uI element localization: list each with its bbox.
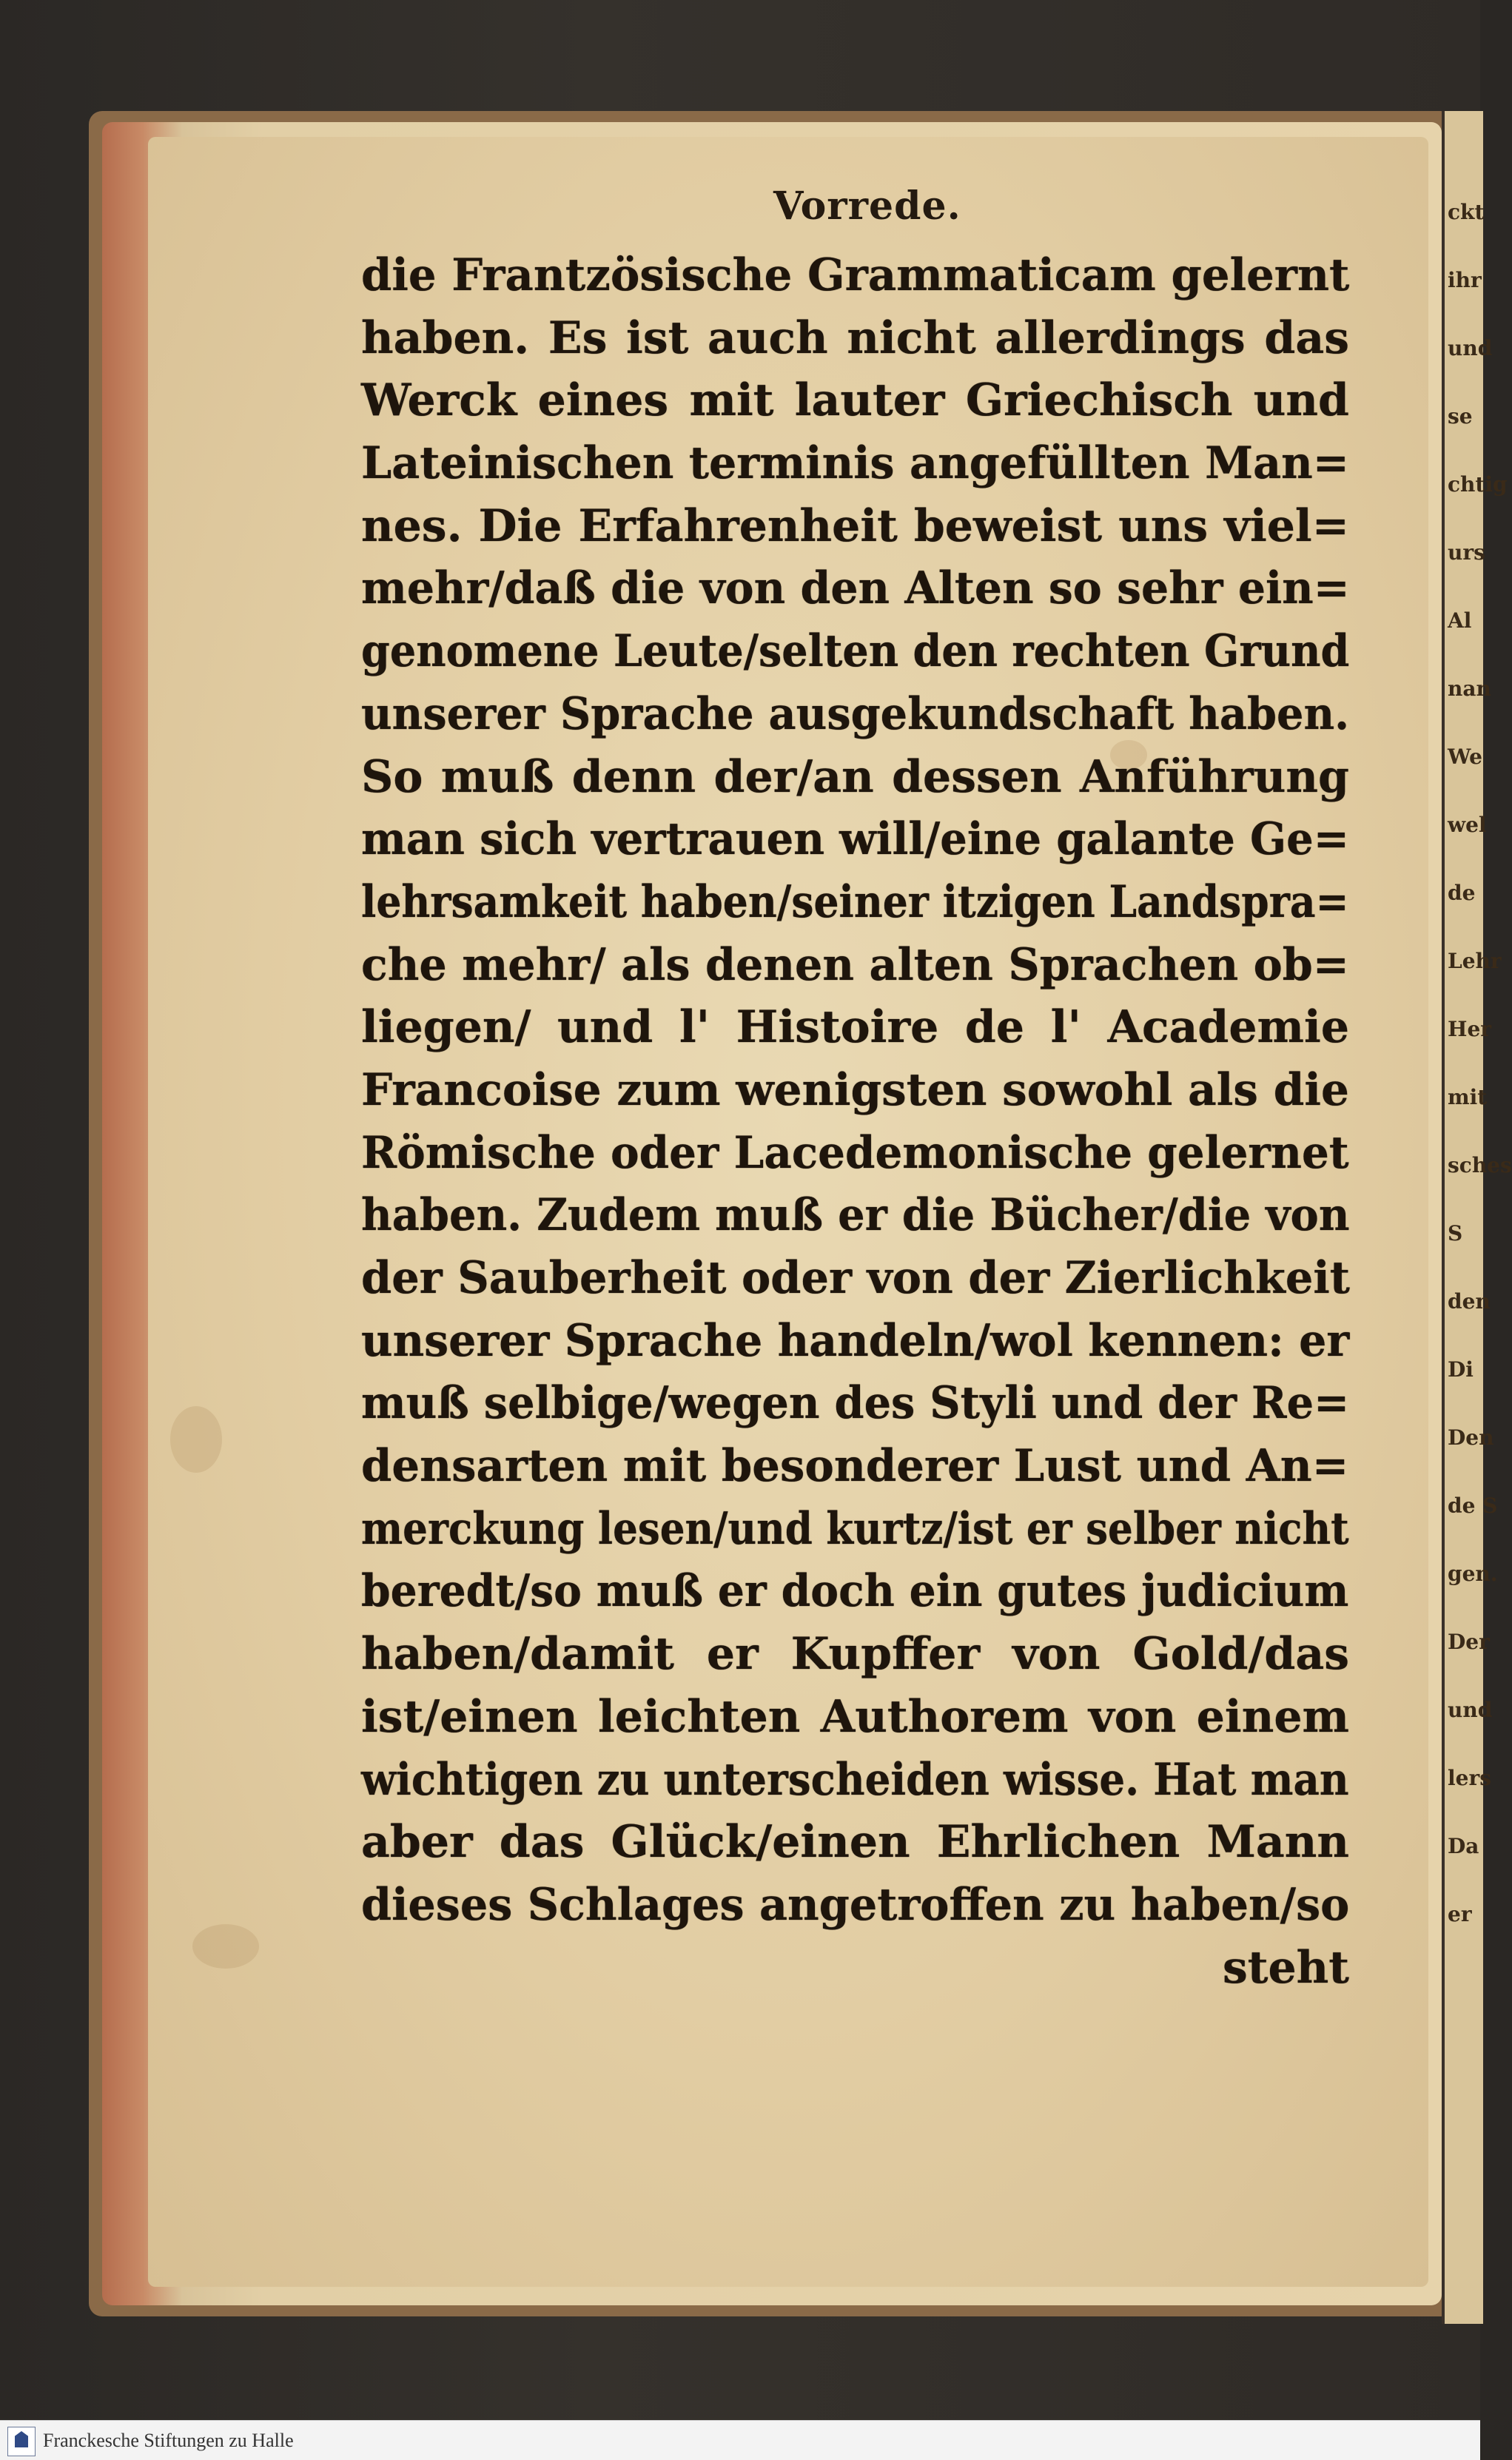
- adjacent-page-fragment: sches: [1448, 1153, 1512, 1177]
- adjacent-page-fragment: Lehr: [1448, 949, 1502, 973]
- text-line: ist/einen leichten Authorem von einem: [361, 1690, 1349, 1743]
- text-line: haben. Zudem muß er die Bücher/die von: [361, 1189, 1350, 1242]
- adjacent-page-fragment: wel: [1448, 813, 1487, 837]
- adjacent-page-fragment: Der: [1448, 1630, 1490, 1654]
- text-line: wichtigen zu unterscheiden wisse. Hat man: [361, 1753, 1349, 1806]
- paper-stain: [170, 1406, 222, 1473]
- text-line: Lateinischen terminis angefüllten Man=: [361, 437, 1349, 490]
- paper-stain: [192, 1924, 259, 1969]
- text-line: aber das Glück/einen Ehrlichen Mann: [361, 1816, 1349, 1869]
- text-line: lehrsamkeit haben/seiner itzigen Landspra=: [361, 876, 1349, 928]
- text-line: nes. Die Erfahrenheit beweist uns viel=: [361, 500, 1349, 552]
- text-line: Francoise zum wenigsten sowohl als die: [361, 1063, 1349, 1116]
- adjacent-page-fragment: den: [1448, 1289, 1491, 1314]
- text-line: genomene Leute/selten den rechten Grund: [361, 625, 1350, 678]
- adjacent-page-fragment: Den: [1448, 1425, 1494, 1450]
- page-text-block: [361, 244, 1349, 1999]
- institution-logo-icon: [7, 2427, 36, 2456]
- text-line: unserer Sprache handeln/wol kennen: er: [361, 1314, 1350, 1367]
- text-line: merckung lesen/und kurtz/ist er selber nicht: [361, 1502, 1349, 1555]
- adjacent-page-fragment: S: [1448, 1221, 1463, 1246]
- adjacent-page-fragment: se: [1448, 404, 1473, 429]
- adjacent-page-fragment: de: [1448, 881, 1476, 905]
- adjacent-page-fragment: er: [1448, 1902, 1472, 1926]
- adjacent-page-edge: [1442, 111, 1512, 2324]
- adjacent-page-fragment: lers: [1448, 1766, 1491, 1790]
- text-line: Werck eines mit lauter Griechisch und: [361, 374, 1349, 427]
- text-line: So muß denn der/an dessen Anführung: [361, 750, 1349, 803]
- text-line: liegen/ und l' Histoire de l' Academie: [361, 1001, 1349, 1054]
- text-line: haben. Es ist auch nicht allerdings das: [361, 312, 1349, 364]
- footer-institution: Franckesche Stiftungen zu Halle: [43, 2430, 294, 2451]
- text-line: steht: [1222, 1941, 1349, 1994]
- adjacent-page-fragment: gen.: [1448, 1562, 1498, 1586]
- text-line: muß selbige/wegen des Styli und der Re=: [361, 1377, 1350, 1430]
- adjacent-page-fragment: de S: [1448, 1493, 1498, 1518]
- text-line: die Frantzösische Grammaticam gelernt: [361, 249, 1350, 301]
- footer-bar: [0, 2420, 1480, 2460]
- text-line: che mehr/ als denen alten Sprachen ob=: [361, 938, 1349, 991]
- text-line: man sich vertrauen will/eine galante Ge=: [361, 813, 1349, 866]
- adjacent-page-fragment: ckt: [1448, 200, 1485, 224]
- adjacent-page-fragment: und: [1448, 1698, 1493, 1722]
- text-line: mehr/daß die von den Alten so sehr ein=: [361, 562, 1350, 615]
- adjacent-page-fragment: ihr: [1448, 268, 1482, 292]
- text-line: beredt/so muß er doch ein gutes judicium: [361, 1565, 1349, 1618]
- text-line: unserer Sprache ausgekundschaft haben.: [361, 688, 1350, 740]
- text-line: der Sauberheit oder von der Zierlichkeit: [361, 1252, 1350, 1304]
- adjacent-page-fragment: nan: [1448, 676, 1491, 701]
- text-line: dieses Schlages angetroffen zu haben/so: [361, 1878, 1350, 1931]
- adjacent-page-fragment: und: [1448, 336, 1493, 360]
- text-line: densarten mit besonderer Lust und An=: [361, 1440, 1349, 1493]
- text-line: Römische oder Lacedemonische gelernet: [361, 1126, 1349, 1179]
- adjacent-page-fragment: We: [1448, 745, 1482, 769]
- adjacent-page-fragment: Da: [1448, 1834, 1479, 1858]
- adjacent-page-fragment: Di: [1448, 1357, 1474, 1382]
- adjacent-page-fragment: Al: [1448, 608, 1472, 633]
- adjacent-page-fragment: Her: [1448, 1017, 1492, 1041]
- running-head: Vorrede.: [773, 184, 961, 229]
- adjacent-page-fragment: urs: [1448, 540, 1485, 565]
- text-line: haben/damit er Kupffer von Gold/das: [361, 1628, 1349, 1681]
- adjacent-page-fragment: mit: [1448, 1085, 1488, 1109]
- adjacent-page-fragment: chtig: [1448, 472, 1508, 497]
